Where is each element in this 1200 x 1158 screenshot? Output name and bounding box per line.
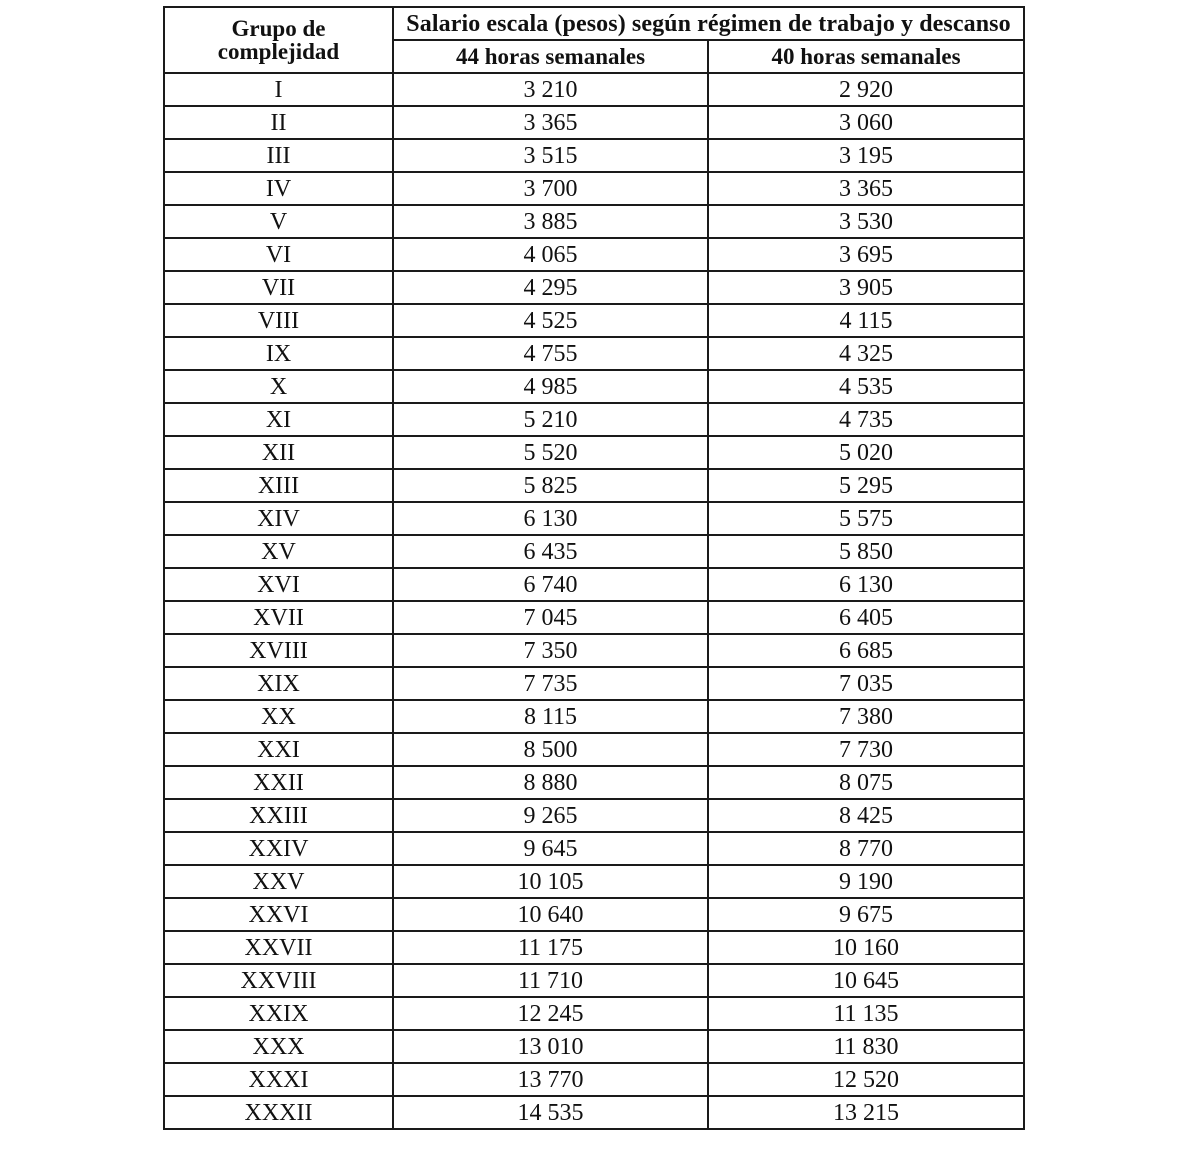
salary-44-cell: 3 700 — [393, 172, 708, 205]
salary-44-cell: 11 175 — [393, 931, 708, 964]
salary-44-cell: 10 640 — [393, 898, 708, 931]
salary-44-cell: 13 010 — [393, 1030, 708, 1063]
table-row — [164, 766, 1024, 799]
group-cell: VII — [164, 271, 393, 304]
table-row — [164, 304, 1024, 337]
group-cell: IV — [164, 172, 393, 205]
table-row — [164, 667, 1024, 700]
group-cell: VIII — [164, 304, 393, 337]
salary-40-cell: 3 195 — [708, 139, 1024, 172]
salary-40-cell: 7 380 — [708, 700, 1024, 733]
salary-44-cell: 4 755 — [393, 337, 708, 370]
salary-44-cell: 11 710 — [393, 964, 708, 997]
salary-40-cell: 8 425 — [708, 799, 1024, 832]
salary-40-cell: 6 685 — [708, 634, 1024, 667]
group-cell: V — [164, 205, 393, 238]
salary-40-cell: 10 645 — [708, 964, 1024, 997]
group-cell: XXI — [164, 733, 393, 766]
salary-44-cell: 3 885 — [393, 205, 708, 238]
table-row — [164, 106, 1024, 139]
salary-40-cell: 3 905 — [708, 271, 1024, 304]
salary-44-cell: 3 365 — [393, 106, 708, 139]
group-cell: XV — [164, 535, 393, 568]
salary-40-cell: 4 535 — [708, 370, 1024, 403]
salary-44-cell: 4 985 — [393, 370, 708, 403]
salary-40-cell: 5 020 — [708, 436, 1024, 469]
group-cell: XXX — [164, 1030, 393, 1063]
salary-40-cell: 10 160 — [708, 931, 1024, 964]
salary-40-cell: 9 675 — [708, 898, 1024, 931]
table-row — [164, 634, 1024, 667]
salary-44-cell: 8 500 — [393, 733, 708, 766]
table-row — [164, 502, 1024, 535]
group-cell: XIII — [164, 469, 393, 502]
salary-40-cell: 4 735 — [708, 403, 1024, 436]
table-body — [164, 73, 1024, 1129]
salary-scale-table — [163, 6, 1025, 1130]
col-44-hours-header: 44 horas semanales — [393, 40, 708, 73]
salary-40-cell: 3 530 — [708, 205, 1024, 238]
salary-40-cell: 5 295 — [708, 469, 1024, 502]
group-cell: XXVIII — [164, 964, 393, 997]
table-row — [164, 370, 1024, 403]
salary-44-cell: 4 295 — [393, 271, 708, 304]
group-cell: IX — [164, 337, 393, 370]
table-row — [164, 1030, 1024, 1063]
salary-44-cell: 14 535 — [393, 1096, 708, 1129]
table-row — [164, 832, 1024, 865]
salary-44-cell: 10 105 — [393, 865, 708, 898]
salary-44-cell: 4 525 — [393, 304, 708, 337]
group-column-header — [164, 7, 393, 73]
group-cell: VI — [164, 238, 393, 271]
group-cell: XVII — [164, 601, 393, 634]
salary-40-cell: 3 695 — [708, 238, 1024, 271]
salary-44-cell: 4 065 — [393, 238, 708, 271]
table-row — [164, 997, 1024, 1030]
salary-44-cell: 3 210 — [393, 73, 708, 106]
salary-40-cell: 3 060 — [708, 106, 1024, 139]
group-cell: XI — [164, 403, 393, 436]
salary-40-cell: 8 770 — [708, 832, 1024, 865]
group-cell: XXIII — [164, 799, 393, 832]
salary-44-cell: 5 825 — [393, 469, 708, 502]
group-cell: XIX — [164, 667, 393, 700]
table-row — [164, 865, 1024, 898]
salary-44-cell: 7 350 — [393, 634, 708, 667]
group-cell: XXXII — [164, 1096, 393, 1129]
group-cell: XIV — [164, 502, 393, 535]
table-row — [164, 73, 1024, 106]
table-row — [164, 172, 1024, 205]
table-row — [164, 469, 1024, 502]
salary-44-cell: 7 735 — [393, 667, 708, 700]
salary-40-cell: 7 035 — [708, 667, 1024, 700]
table-row — [164, 535, 1024, 568]
salary-44-cell: 6 130 — [393, 502, 708, 535]
group-cell: XVI — [164, 568, 393, 601]
salary-40-cell: 13 215 — [708, 1096, 1024, 1129]
table-row — [164, 139, 1024, 172]
group-cell: III — [164, 139, 393, 172]
group-cell: XXIX — [164, 997, 393, 1030]
table-row — [164, 700, 1024, 733]
salary-40-cell: 6 405 — [708, 601, 1024, 634]
salary-40-cell: 8 075 — [708, 766, 1024, 799]
salary-44-cell: 5 210 — [393, 403, 708, 436]
group-cell: XXXI — [164, 1063, 393, 1096]
salary-40-cell: 5 575 — [708, 502, 1024, 535]
group-cell: XX — [164, 700, 393, 733]
salary-40-cell: 9 190 — [708, 865, 1024, 898]
col-40-hours-header: 40 horas semanales — [708, 40, 1024, 73]
salary-44-cell: 5 520 — [393, 436, 708, 469]
group-cell: XXV — [164, 865, 393, 898]
table-row — [164, 238, 1024, 271]
salary-40-cell: 4 115 — [708, 304, 1024, 337]
table-row — [164, 337, 1024, 370]
table-row — [164, 205, 1024, 238]
salary-40-cell: 12 520 — [708, 1063, 1024, 1096]
salary-40-cell: 7 730 — [708, 733, 1024, 766]
group-cell: X — [164, 370, 393, 403]
salary-40-cell: 11 135 — [708, 997, 1024, 1030]
group-cell: XXII — [164, 766, 393, 799]
table-row — [164, 964, 1024, 997]
salary-44-cell: 8 880 — [393, 766, 708, 799]
salary-44-cell: 12 245 — [393, 997, 708, 1030]
group-cell: XVIII — [164, 634, 393, 667]
salary-44-cell: 8 115 — [393, 700, 708, 733]
salary-44-cell: 9 645 — [393, 832, 708, 865]
salary-40-cell: 11 830 — [708, 1030, 1024, 1063]
table-row — [164, 898, 1024, 931]
table-row — [164, 1096, 1024, 1129]
table-header — [164, 7, 1024, 73]
salary-column-header: Salario escala (pesos) según régimen de trabajo y descanso — [393, 7, 1024, 40]
table-row — [164, 799, 1024, 832]
table-row — [164, 1063, 1024, 1096]
group-cell: II — [164, 106, 393, 139]
table-row — [164, 568, 1024, 601]
salary-40-cell: 5 850 — [708, 535, 1024, 568]
group-cell: I — [164, 73, 393, 106]
salary-44-cell: 9 265 — [393, 799, 708, 832]
group-header-line2: complejidad — [217, 39, 340, 64]
salary-40-cell: 6 130 — [708, 568, 1024, 601]
table-row — [164, 601, 1024, 634]
group-cell: XXVI — [164, 898, 393, 931]
salary-44-cell: 7 045 — [393, 601, 708, 634]
group-cell: XXVII — [164, 931, 393, 964]
salary-40-cell: 4 325 — [708, 337, 1024, 370]
table-row — [164, 271, 1024, 304]
salary-44-cell: 6 740 — [393, 568, 708, 601]
salary-44-cell: 13 770 — [393, 1063, 708, 1096]
table-row — [164, 733, 1024, 766]
salary-40-cell: 2 920 — [708, 73, 1024, 106]
salary-40-cell: 3 365 — [708, 172, 1024, 205]
group-cell: XXIV — [164, 832, 393, 865]
salary-44-cell: 3 515 — [393, 139, 708, 172]
table-row — [164, 403, 1024, 436]
group-cell: XII — [164, 436, 393, 469]
table-row — [164, 436, 1024, 469]
table-row — [164, 931, 1024, 964]
salary-44-cell: 6 435 — [393, 535, 708, 568]
group-header-line1: Grupo de — [231, 16, 326, 41]
